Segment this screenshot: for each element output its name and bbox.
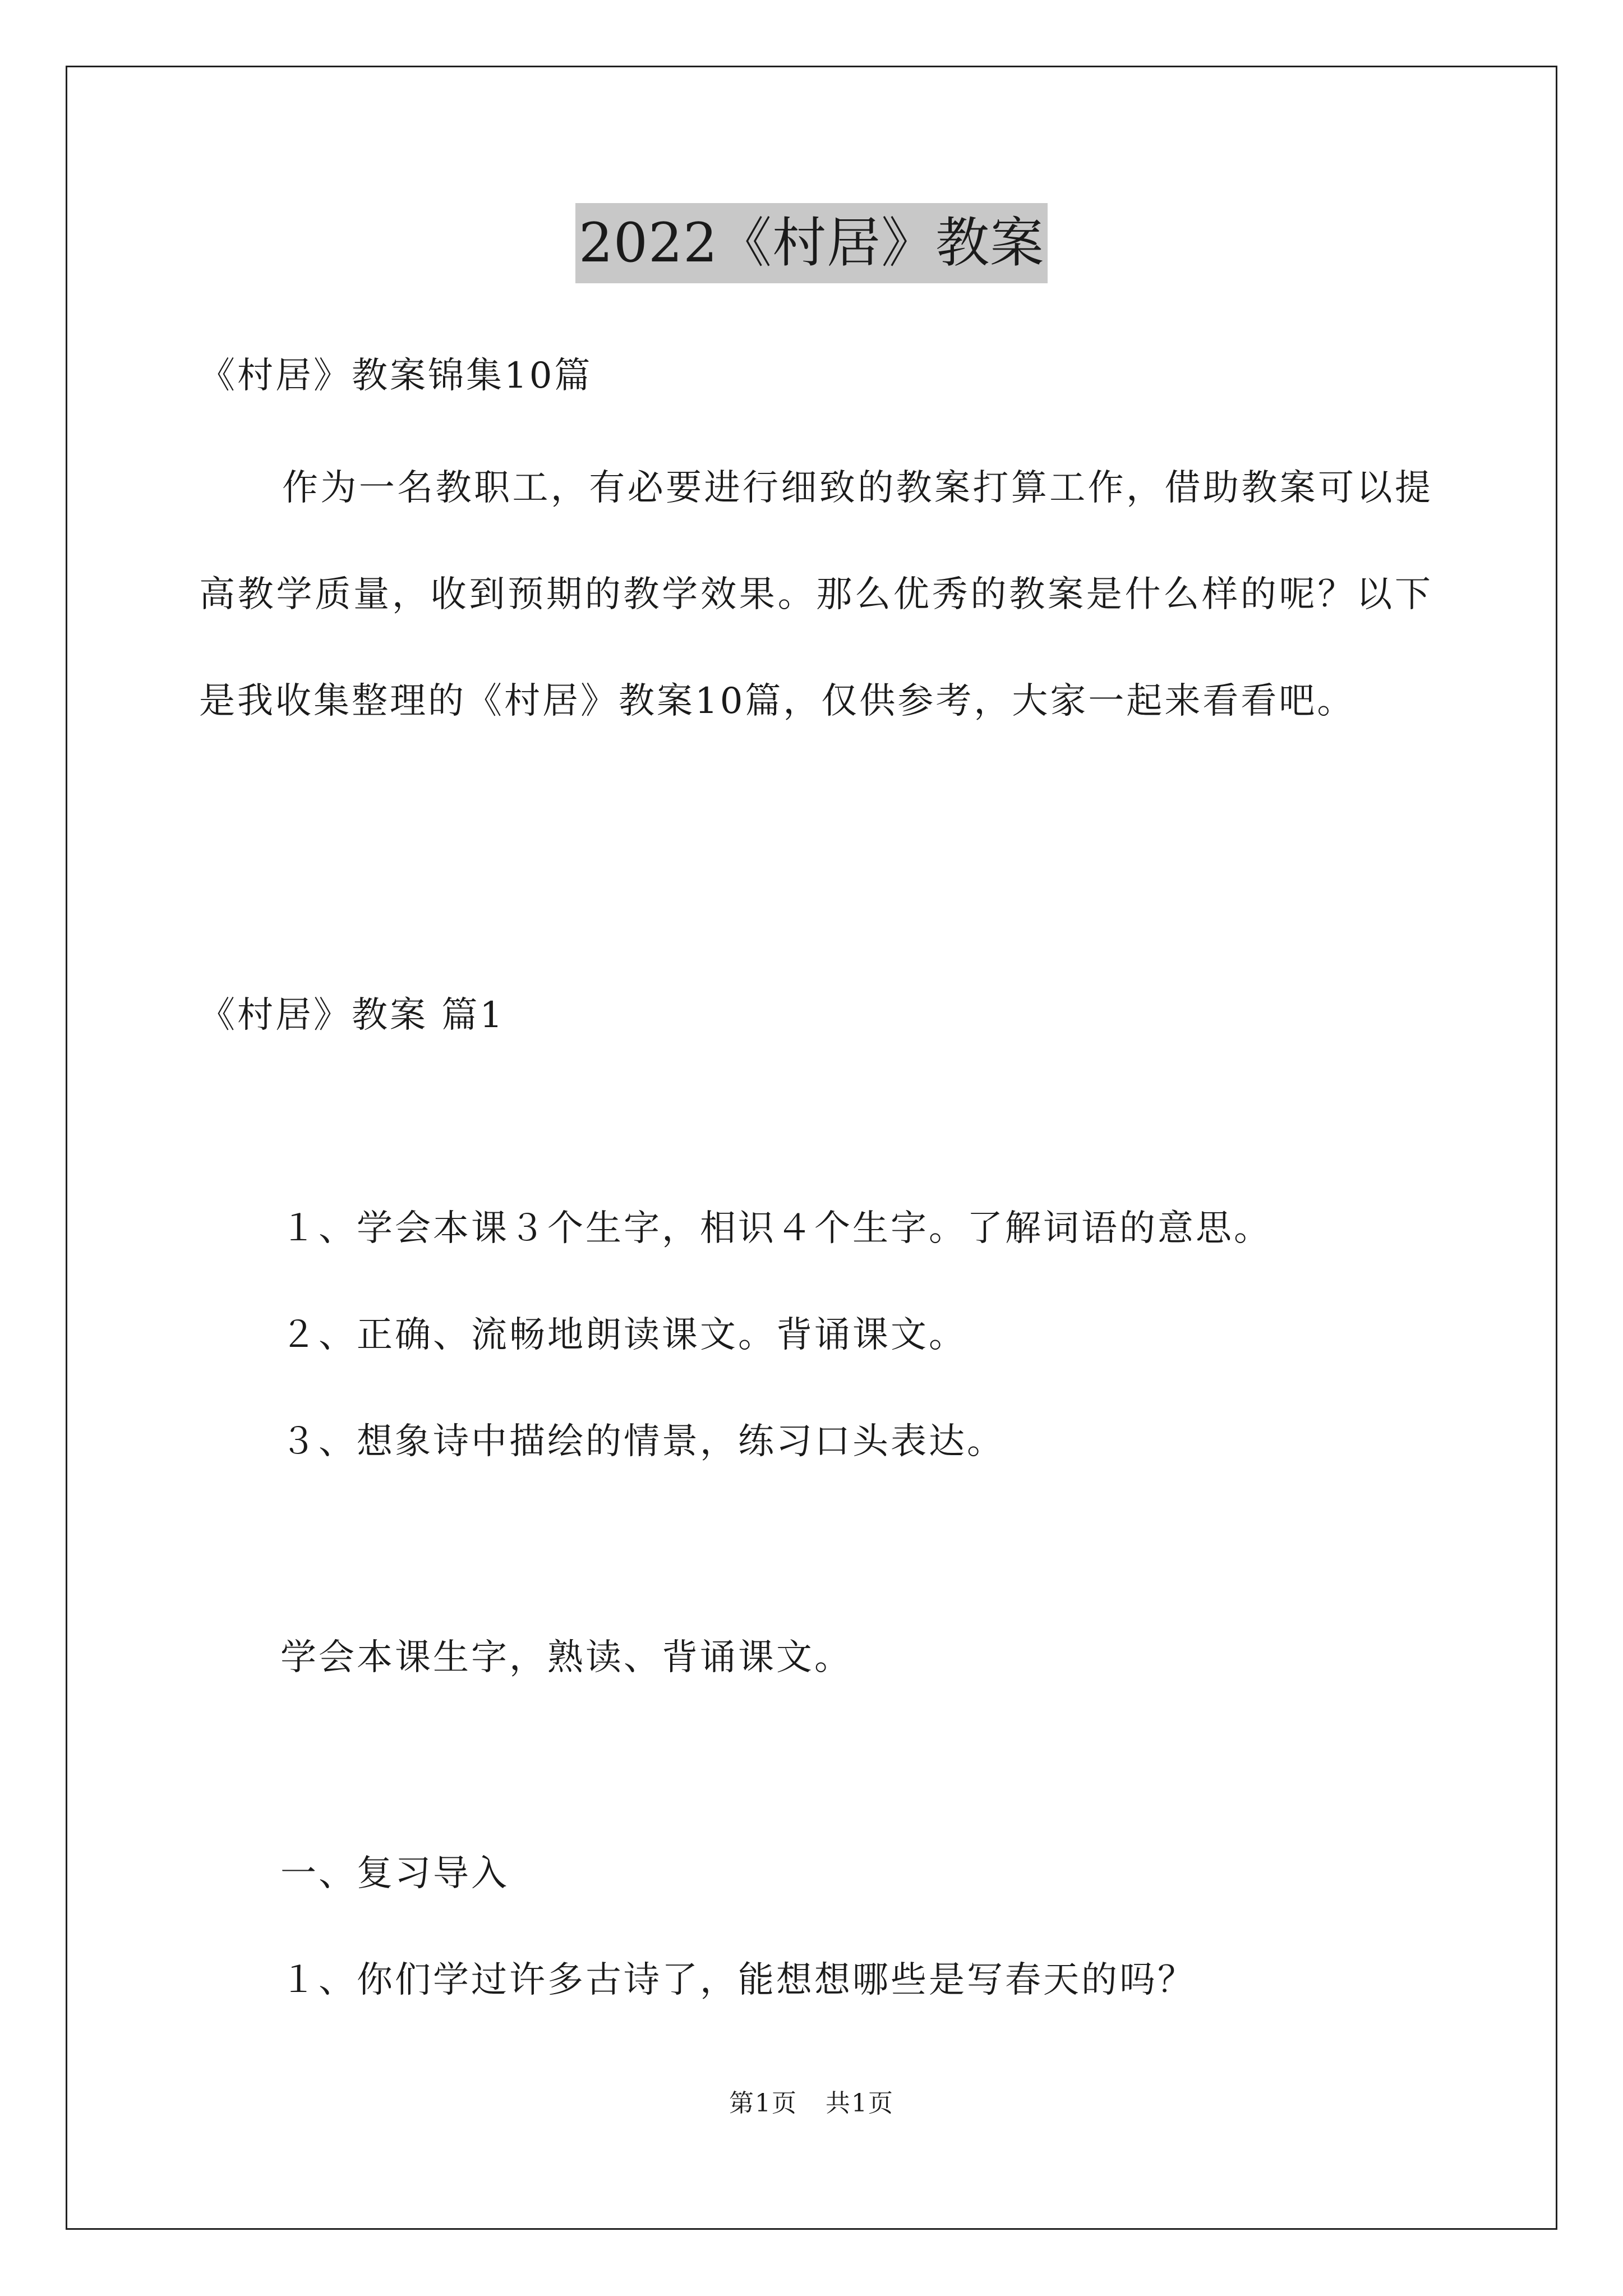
step-heading: 一、复习导入 bbox=[280, 1853, 509, 1894]
document-subtitle: 《村居》教案锦集10篇 bbox=[199, 355, 593, 397]
objective-item: ３、想象诗中描绘的情景，练习口头表达。 bbox=[280, 1421, 1005, 1462]
section-heading: 《村居》教案 篇1 bbox=[199, 995, 505, 1036]
objective-item: ２、正确、流畅地朗读课文。背诵课文。 bbox=[280, 1314, 967, 1356]
document-title: 2022《村居》教案 bbox=[575, 203, 1048, 283]
intro-paragraph: 作为一名教职工，有必要进行细致的教案打算工作，借助教案可以提高教学质量，收到预期的教学效果。那么优秀的教案是什么样的呢？以下是我收集整理的《村居》教案10篇，仅供参考，大家一起来看看吧。 bbox=[199, 467, 1433, 722]
objective-item: １、学会本课３个生字，相识４个生字。了解词语的意思。 bbox=[280, 1208, 1272, 1249]
title-container bbox=[0, 203, 1623, 283]
page-footer bbox=[0, 2087, 1623, 2120]
step-item: １、你们学过许多古诗了，能想想哪些是写春天的吗？ bbox=[280, 1959, 1196, 2001]
page-number: 第1页 bbox=[729, 2089, 797, 2118]
page-total: 共1页 bbox=[826, 2089, 894, 2118]
key-point: 学会本课生字，熟读、背诵课文。 bbox=[280, 1637, 852, 1678]
